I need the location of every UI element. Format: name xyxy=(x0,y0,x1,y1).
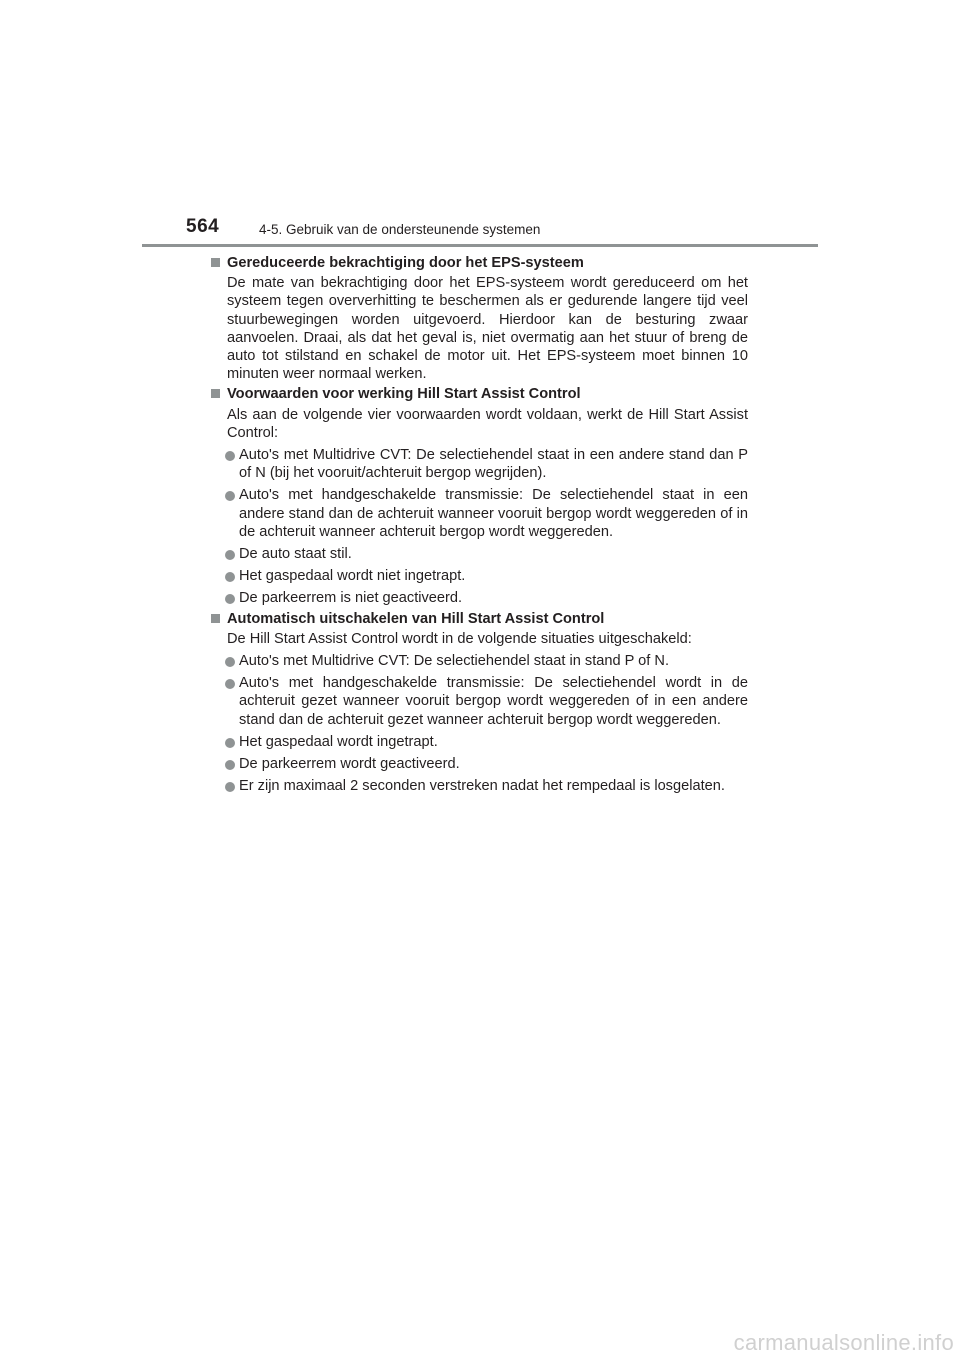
list-item-text: De parkeerrem is niet geactiveerd. xyxy=(239,590,463,607)
watermark-link[interactable]: carmanualsonline.info xyxy=(733,1330,954,1355)
section-heading xyxy=(211,254,748,272)
section-hill-start-conditions xyxy=(211,385,748,607)
list-item-text: Auto's met handgeschakelde transmissie: De selectiehendel staat in een andere stand dan de achteruit wanneer vooruit bergop wordt weggereden of in de achteruit wanneer achteruit bergop wordt weggereden. xyxy=(239,487,748,540)
list-item xyxy=(211,733,748,751)
circle-bullet-icon xyxy=(225,550,235,560)
list-item xyxy=(211,589,748,607)
circle-bullet-icon xyxy=(225,451,235,461)
list-item xyxy=(211,674,748,729)
header-rule xyxy=(142,244,818,247)
page-number: 564 xyxy=(186,216,220,237)
bullet-list xyxy=(211,652,748,795)
circle-bullet-icon xyxy=(225,679,235,689)
list-item-text: Het gaspedaal wordt ingetrapt. xyxy=(239,733,438,750)
list-item xyxy=(211,567,748,585)
section-heading-text: Voorwaarden voor werking Hill Start Assist Control xyxy=(227,386,581,403)
list-item xyxy=(211,486,748,541)
circle-bullet-icon xyxy=(225,760,235,770)
circle-bullet-icon xyxy=(225,594,235,604)
circle-bullet-icon xyxy=(225,738,235,748)
section-eps-reduced-assist xyxy=(211,254,748,383)
list-item xyxy=(211,545,748,563)
circle-bullet-icon xyxy=(225,572,235,582)
page-content xyxy=(211,254,748,795)
list-item-text: De parkeerrem wordt geactiveerd. xyxy=(239,756,460,773)
section-paragraph: De Hill Start Assist Control wordt in de volgende situaties uitgeschakeld: xyxy=(227,630,692,647)
bullet-list xyxy=(211,446,748,608)
square-bullet-icon xyxy=(211,258,220,267)
section-heading xyxy=(211,610,748,628)
square-bullet-icon xyxy=(211,614,220,623)
list-item xyxy=(211,446,748,482)
list-item-text: Het gaspedaal wordt niet ingetrapt. xyxy=(239,568,466,585)
list-item-text: Auto's met Multidrive CVT: De selectiehendel staat in een andere stand dan P of N (bij het vooruit/achteruit bergop wegrijden). xyxy=(239,447,748,482)
chapter-title: 4-5. Gebruik van de ondersteunende systemen xyxy=(259,222,541,237)
list-item xyxy=(211,652,748,670)
list-item xyxy=(211,755,748,773)
list-item-text: Auto's met Multidrive CVT: De selectiehendel staat in stand P of N. xyxy=(239,653,669,670)
section-heading xyxy=(211,385,748,403)
section-paragraph: De mate van bekrachtiging door het EPS-systeem wordt gereduceerd om het systeem tegen oververhitting te beschermen als er gedurende langere tijd veel stuurbewegingen worden uitgevoerd. Hierdoor kan de besturing zwaar aanvoelen. Draai, als dat het geval is, niet overmatig aan het stuur of breng de auto tot stilstand en schakel de motor uit. Het EPS-systeem moet binnen 10 minuten weer normaal werken. xyxy=(227,275,748,383)
list-item-text: Er zijn maximaal 2 seconden verstreken nadat het rempedaal is losgelaten. xyxy=(239,778,725,795)
section-paragraph: Als aan de volgende vier voorwaarden wordt voldaan, werkt de Hill Start Assist Control: xyxy=(227,406,748,441)
section-hill-start-deactivation xyxy=(211,610,748,796)
circle-bullet-icon xyxy=(225,491,235,501)
list-item xyxy=(211,777,748,795)
circle-bullet-icon xyxy=(225,657,235,667)
section-heading-text: Automatisch uitschakelen van Hill Start Assist Control xyxy=(227,610,605,627)
circle-bullet-icon xyxy=(225,782,235,792)
list-item-text: De auto staat stil. xyxy=(239,546,352,563)
section-heading-text: Gereduceerde bekrachtiging door het EPS-systeem xyxy=(227,255,584,271)
square-bullet-icon xyxy=(211,389,220,398)
list-item-text: Auto's met handgeschakelde transmissie: De selectiehendel wordt in de achteruit gezet wanneer vooruit bergop wordt weggereden of in een andere stand dan de achteruit gezet wanneer achteruit bergop wordt weggereden. xyxy=(239,675,748,728)
